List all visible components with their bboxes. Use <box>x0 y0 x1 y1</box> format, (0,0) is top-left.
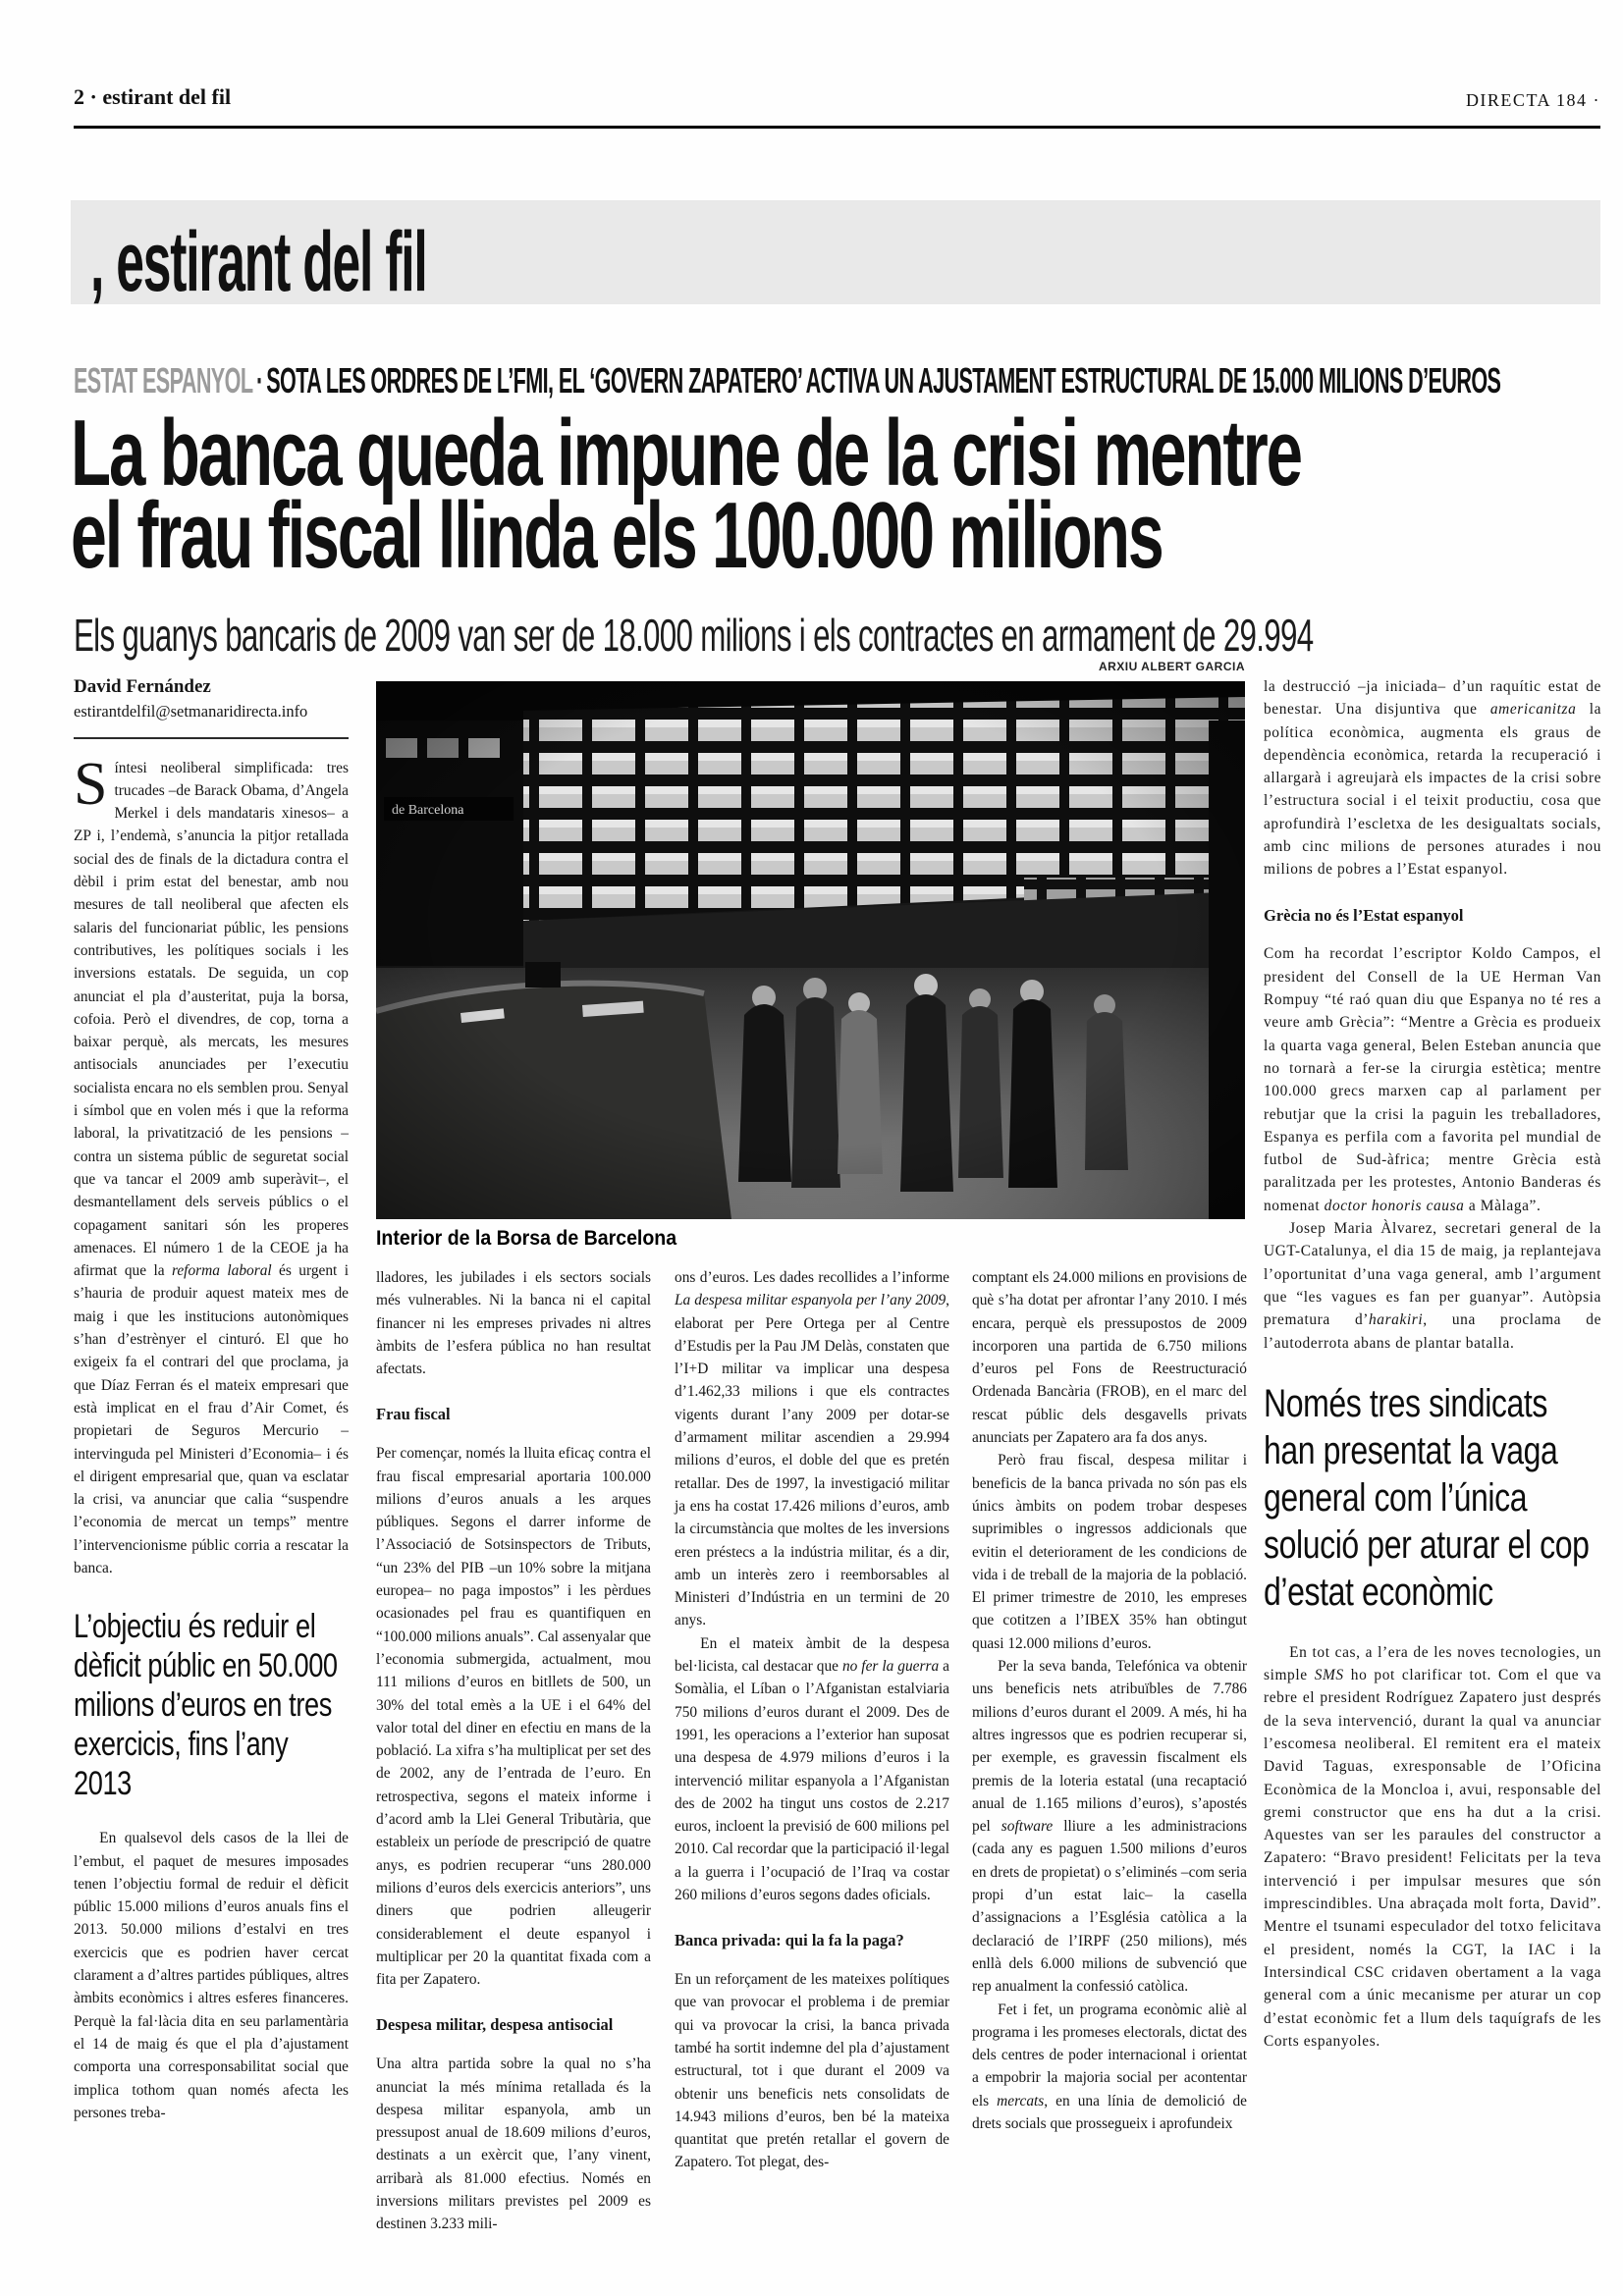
body-paragraph: Fet i fet, un programa econòmic aliè al programa i les promeses electorals, dictat des dels centres de poder internacional i orientat a empobrir la majoria social per acontentar els mercats, en una línia de demolició de drets socials que prossegueix i aprofundeix <box>972 2001 1247 2132</box>
body-paragraph: Una altra partida sobre la qual no s’ha anunciat la més mínima retallada és la despesa militar espanyola, amb un pressupost anual de 18.609 milions d’euros, destinats a un exèrcit que, l’any vinent, arribarà als 81.000 efectius. Només en inversions militars previstes pel 2009 es destinen 3.233 mili- <box>376 2056 651 2233</box>
body-paragraph: En tot cas, a l’era de les noves tecnologies, un simple SMS ho pot clarificar tot. Com el que va rebre el president Rodríguez Zapatero just després de la seva intervenció, durant la qual va anunciar l’escomesa neoliberal. El remitent era el mateix David Taguas, exresponsable de l’Oficina Econòmica de la Moncloa i, avui, responsable del gremi constructor que ens ha dut a la crisi. Aquestes van ser les paraules del constructor a Zapatero: “Bravo president! Felicitats per la teva intervenció i per impulsar mesures que són imprescindibles. Una abraçada molt forta, David”. Mentre el tsunami especulador del totxo felicitava el president, només la CGT, la IAC i la Intersindical CSC cridaven obertament a la vaga general com a únic mecanisme per aturar un cop d’estat econòmic fet a llum dels taquígrafs de les Corts espanyoles. <box>1264 1643 1602 2050</box>
body-paragraph: Síntesi neoliberal simplificada: tres trucades –de Barack Obama, d’Angela Merkel i dels mandataris xinesos– a ZP i, l’endemà, s’anuncia la pitjor retallada social des de finals de la dictadura contra el dèbil i prim estat del benestar, amb nou mesures de tall neoliberal que afecten els salaris del funcionariat públic, les pensions contributives, les polítiques socials i les inversions estatals. De seguida, un cop anunciat el pla d’austeritat, puja la borsa, cofoia. Però el divendres, de cop, torna a baixar perquè, als mercats, les mesures antisocials anunciades per l’executiu socialista encara no els semblen prou. Senyal i símbol que en volen més i que la reforma laboral, la privatització de les pensions –contra un sistema públic de seguretat social que va tancar el 2009 amb superàvit–, el desmantellament dels serveis públics o el copagament sanitari són les properes amenaces. El número 1 de la CEOE ja ha afirmat que la reforma laboral és urgent i s’hauria de produir aquest mateix mes de maig i que les institucions autonòmiques s’han d’estrènyer el cinturó. El que ho exigeix fa el contrari del que proclama, ja que Díaz Ferran és el mateix empresari que està implicat en el frau d’Air Comet, és propietari de Seguros Mercurio –intervinguda pel Ministeri d’Economia– i és el dirigent empresarial que, quan va esclatar la crisi, va anunciar que calia “suspendre l’economia de mercat un temps” mentre l’intervencionisme públic corria a rescatar la banca. <box>74 750 349 1576</box>
body-paragraph: Josep Maria Àlvarez, secretari general de la UGT-Catalunya, el dia 15 de maig, ja replantejava l’oportunitat d’una vaga general, amb l’argument que “les vagues es fan per guanyar”. Autòpsia prematura d’harakiri, una proclama de l’autoderrota abans de plantar batalla. <box>1264 1220 1601 1352</box>
photo-illustration <box>376 681 1245 1219</box>
kicker <box>74 360 1623 400</box>
masthead-title-text: , estirant del fil <box>90 215 427 309</box>
photo-caption <box>376 1227 699 1251</box>
pull-quote-sindicats <box>1264 1380 1623 1616</box>
body-paragraph: comptant els 24.000 milions en provisions de què s’ha dotat per afrontar l’any 2010. I més encara, perquè els pressupostos de 2009 incorporen una partida de 6.750 milions d’euros pel Fons de Reestructuració Ordenada Bancària (FROB), en el marc del rescat públic dels desgavells privats anunciats per Zapatero ara fa dos anys. <box>972 1269 1247 1447</box>
headline <box>71 400 1623 588</box>
vignette <box>376 681 1245 1219</box>
body-paragraph: Com ha recordat l’escriptor Koldo Campos, el president del Consell de la UE Herman Van Rompuy “té raó quan diu que Espanya no té res a veure amb Grècia”: “Mentre a Grècia es produeix la quarta vaga general, Belen Esteban anuncia que no tornarà a fer-se la cirurgia estètica; mentre 100.000 grecs marxen cap al parlament per rebutjar que la crisi la paguin les treballadores, Espanya es perfila com a favorita pel mundial de futbol de Sud-àfrica; mentre Grècia està paralitzada per les protestes, Antonio Banderas és nomenat doctor honoris causa a Màlaga”. <box>1264 945 1601 1214</box>
headline-line-1: La banca queda impune de la crisi mentre <box>71 400 1301 506</box>
kicker-separator: · <box>256 360 263 400</box>
column-5 <box>1264 675 1601 2053</box>
body-paragraph: En el mateix àmbit de la despesa bel·licista, cal destacar que no fer la guerra a Somàlia, el Líban o l’Afganistan estalviaria 750 milions d’euros durant el 2009. Des de 1991, les operacions a l’exterior han suposat una despesa de 4.979 milions d’euros i la intervenció militar espanyola a l’Afganistan des de 2002 ha tingut uns costos de 2.217 euros, incloent la previsió de 600 milions pel 2010. Cal recordar que la participació il·legal a la guerra i l’ocupació de l’Iraq va costar 260 milions d’euros segons dades oficials. <box>675 1634 949 1904</box>
borsa-photo-svg <box>376 681 1245 1219</box>
photo-caption-text: Interior de la Borsa de Barcelona <box>376 1227 677 1250</box>
body-paragraph: ons d’euros. Les dades recollides a l’informe La despesa militar espanyola per l’any 2009, elaborat per Pere Ortega per al Centre d’Estudis per la Pau JM Delàs, constaten que l’I+D militar va implicar una despesa d’1.462,33 milions i que els contractes vigents durant l’any 2009 per dotar-se d’armament militar ascendien a 29.994 milions d’euros, el doble del que es pretén retallar. Des de 1997, la investigació militar ja ens ha costat 17.426 milions d’euros, amb la circumstància que moltes de les inversions eren préstecs a la indústria militar, és a dir, amb un interès zero i reemborsables al Ministeri d’Indústria en un termini de 20 anys. <box>675 1269 949 1629</box>
body-paragraph: la destrucció –ja iniciada– d’un raquític estat de benestar. Una disjuntiva que americanitza la política econòmica, augmenta els graus de dependència econòmica, retarda la recuperació i allargarà i agreujarà els impactes de la crisi sobre l’estructura social i el teixit productiu, cosa que aprofundirà l’escletxa de les desigualtats socials, amb cinc milions de persones aturades i nou milions de pobres a l’Estat espanyol. <box>1264 678 1601 879</box>
byline-email: estirantdelfil@setmanaridirecta.info <box>74 702 308 721</box>
body-paragraph: Per començar, només la lluita eficaç contra el frau fiscal empresarial aportaria 100.000 milions d’euros anuals a les arques públiques. Segons el darrer informe de l’Associació de Sotsinspectors de Tributs, “un 23% del PIB –un 10% sobre la mitjana europea– no paga impostos” i les pèrdues ocasionades pel frau es quantifiquen en “100.000 milions anuals”. Cal assenyalar que l’economia submergida, actualment, mou 111 milions d’euros en bitllets de 500, un 30% del total emès a la UE i el 64% del valor total del diner en efectiu en mans de la població. La xifra s’ha multiplicat per set des de 2002, any de l’entrada de l’euro. En retrospectiva, segons el mateix informe i d’acord amb la Llei General Tributària, que estableix un període de prescripció de quatre anys, es podrien recuperar “uns 280.000 milions d’euros dels exercicis anteriors”, uns diners que podrien alleugerir considerablement el deute espanyol i multiplicar per 20 la quantitat fixada com a fita per Zapatero. <box>376 1445 651 1989</box>
photo-credit: ARXIU ALBERT GARCIA <box>1098 660 1245 673</box>
section-heading-grecia: Grècia no és l’Estat espanyol <box>1264 905 1464 925</box>
header-rule <box>74 126 1600 129</box>
pull-quote-deficit <box>74 1607 417 1803</box>
column-1 <box>74 675 349 2124</box>
masthead-title <box>90 215 651 309</box>
body-paragraph: Per la seva banda, Telefónica va obtenir uns beneficis nets atribuïbles de 7.786 milions d’euros durant el 2009. A més, hi ha altres ingressos que es podrien recuperar si, per exemple, es gravessin fiscalment els premis de la loteria estatal (una recaptació anual de 1.165 milions d’euros), s’apostés pel software lliure a les administracions (cada any es paguen 1.500 milions d’euros en drets de propietat) o s’eliminés –com seria propi d’un estat laic– la casella d’assignacions a l’Església catòlica a la declaració de l’IRPF (250 milions), més enllà dels 6.000 milions de subvenció que rep anualment la confessió catòlica. <box>972 1658 1247 1996</box>
body-paragraph: lladores, les jubilades i els sectors socials més vulnerables. Ni la banca ni el capital financer ni les empreses privades ni altres àmbits de l’esfera pública no han resultat afectats. <box>376 1269 651 1378</box>
pull-quote-text: Només tres sindicats han presentat la vaga general com l’única solució per aturar el cop d’estat econòmic <box>1264 1381 1590 1614</box>
kicker-text: SOTA LES ORDRES DE L’FMI, EL ‘GOVERN ZAPATERO’ ACTIVA UN AJUSTAMENT ESTRUCTURAL DE 15.000 MILIONS D’EUROS <box>266 360 1501 400</box>
section-heading-frau-fiscal: Frau fiscal <box>376 1405 451 1424</box>
section-heading-despesa-militar: Despesa militar, despesa antisocial <box>376 2015 614 2035</box>
column-3 <box>675 1266 949 2174</box>
subhead <box>74 609 1623 662</box>
column-4 <box>972 1266 1247 2135</box>
body-paragraph: En un reforçament de les mateixes polítiques que van provocar el problema i de premiar qui va provocar la crisi, la banca privada també ha sortit indemne del pla d’ajustament estructural, tot i que durant el 2009 va obtenir uns beneficis nets consolidats de 14.943 milions d’euros, ben bé la mateixa quantitat que pretén retallar el govern de Zapatero. Tot plegat, des- <box>675 1971 949 2171</box>
folio-right: DIRECTA 184 · <box>1465 90 1600 110</box>
body-paragraph: En qualsevol dels casos de la llei de l’embut, el paquet de mesures imposades tenen l’objectiu formal de reduir el dèficit públic 15.000 milions d’euros anuals fins el 2013. 50.000 milions d’estalvi en tres exercicis que es podrien haver cercat clarament a d’altres partides públiques, altres àmbits econòmics i altres esferes financeres. Perquè la fal·làcia dita en seu parlamentària el 14 de maig és que el pla d’ajustament comporta una corresponsabilitat social que implica tothom quan només afecta les persones treba- <box>74 1830 349 2121</box>
folio-left: 2 · estirant del fil <box>74 84 232 109</box>
kicker-section: ESTAT ESPANYOL <box>74 360 253 400</box>
body-paragraph: Però frau fiscal, despesa militar i beneficis de la banca privada no són pas els únics àmbits on podem trobar despeses suprimibles o ingressos addicionals que evitin el deteriorament de les condicions de vida i de treball de la majoria de la població. El primer trimestre de 2010, les empreses que cotitzen a l’IBEX 35% han obtingut quasi 12.000 milions d’euros. <box>972 1452 1247 1652</box>
subhead-text: Els guanys bancaris de 2009 van ser de 18.000 milions i els contractes en armament de 29.994 <box>74 610 1314 661</box>
byline-rule <box>74 737 349 739</box>
section-heading-banca-privada: Banca privada: qui la fa la paga? <box>675 1931 904 1950</box>
headline-line-2: el frau fiscal llinda els 100.000 milions <box>71 483 1163 588</box>
byline-author: David Fernández <box>74 676 211 697</box>
column-2 <box>376 1266 651 2236</box>
pull-quote-text: L’objectiu és reduir el dèficit públic en 50.000 milions d’euros en tres exercicis, fins l’any 2013 <box>74 1608 338 1803</box>
